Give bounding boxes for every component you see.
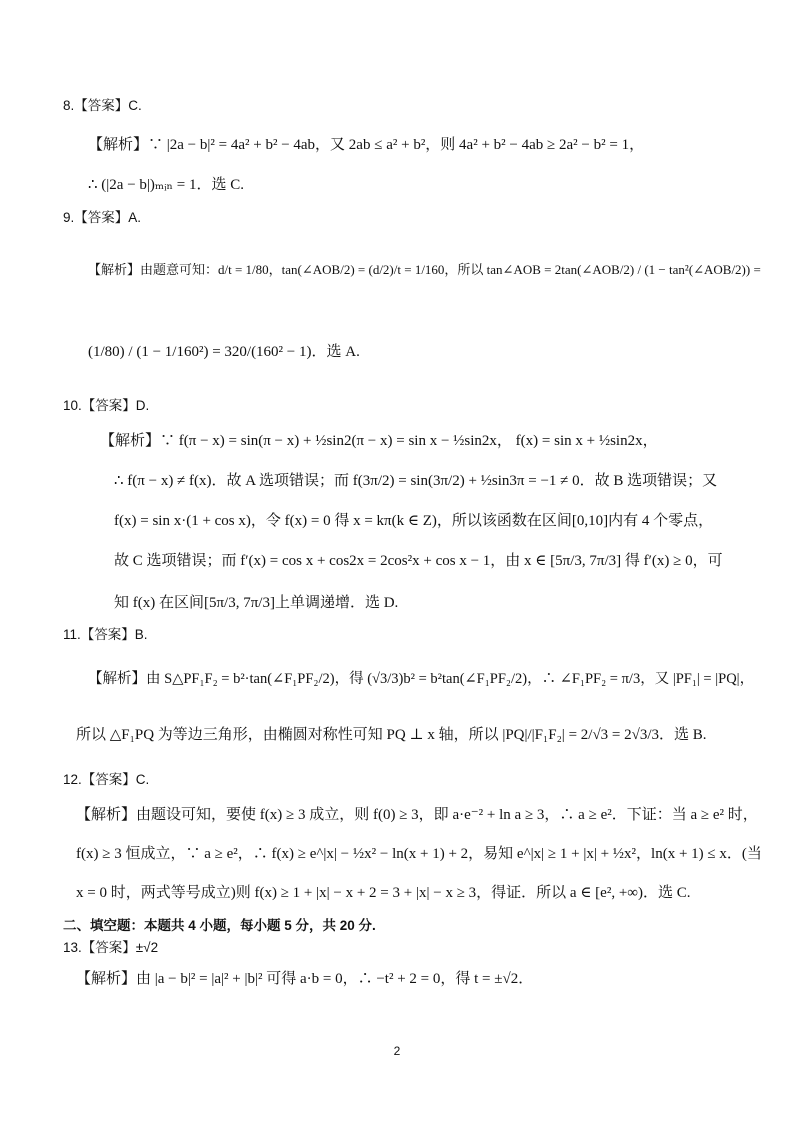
q10-solution-line-4: 故 C 选项错误；而 f′(x) = cos x + cos2x = 2cos²x + cos x − 1，由 x ∈ [5π/3, 7π/3] 得 f′(x) ≥ 0，可	[114, 553, 723, 569]
page-number: 2	[393, 1044, 401, 1058]
q10-answer: 10.【答案】D.	[63, 398, 150, 413]
q10-solution-line-3: f(x) = sin x·(1 + cos x)，令 f(x) = 0 得 x = kπ(k ∈ Z)，所以该函数在区间[0,10]内有 4 个零点，	[114, 513, 714, 529]
q12-solution-line-2: f(x) ≥ 3 恒成立，∵ a ≥ e²，∴ f(x) ≥ e^|x| − ½x² − ln(x + 1) + 2，易知 e^|x| ≥ 1 + |x| + ½x²，ln(x + 1) ≤ x．(当	[76, 846, 762, 862]
q12-answer: 12.【答案】C.	[63, 772, 150, 787]
q13-solution-line-1: 【解析】由 |a − b|² = |a|² + |b|² 可得 a·b = 0，∴ −t² + 2 = 0，得 t = ±√2．	[76, 971, 534, 987]
q10-solution-line-1: 【解析】∵ f(π − x) = sin(π − x) + ½sin2(π − x) = sin x − ½sin2x， f(x) = sin x + ½sin2x，	[100, 433, 658, 449]
q9-solution-line-1: 【解析】由题意可知：d/t = 1/80，tan(∠AOB/2) = (d/2)/t = 1/160，所以 tan∠AOB = 2tan(∠AOB/2) / (1 − tan²(∠AOB/2)) =	[88, 262, 761, 277]
q11-answer: 11.【答案】B.	[63, 627, 148, 642]
q8-solution-line-2: ∴ (|2a − b|)ₘᵢₙ = 1．选 C.	[88, 177, 245, 193]
section-heading: 二、填空题：本题共 4 小题，每小题 5 分，共 20 分.	[63, 918, 376, 933]
q11-solution-line-1: 【解析】由 S△PF₁F₂ = b²·tan(∠F₁PF₂/2)，得 (√3/3)b² = b²tan(∠F₁PF₂/2)，∴ ∠F₁PF₂ = π/3，又 |PF₁| = |PQ|，	[88, 671, 755, 687]
q9-solution-line-2: (1/80) / (1 − 1/160²) = 320/(160² − 1)．选 A.	[88, 344, 360, 360]
q10-solution-line-2: ∴ f(π − x) ≠ f(x)．故 A 选项错误；而 f(3π/2) = sin(3π/2) + ½sin3π = −1 ≠ 0．故 B 选项错误；又	[114, 473, 718, 489]
q13-answer: 13.【答案】±√2	[63, 940, 159, 955]
q10-solution-line-5: 知 f(x) 在区间[5π/3, 7π/3]上单调递增．选 D.	[114, 595, 399, 611]
q12-solution-line-3: x = 0 时，两式等号成立)则 f(x) ≥ 1 + |x| − x + 2 = 3 + |x| − x ≥ 3，得证．所以 a ∈ [e², +∞)．选 C.	[76, 885, 691, 901]
q8-answer: 8.【答案】C.	[63, 98, 142, 113]
q12-solution-line-1: 【解析】由题设可知，要使 f(x) ≥ 3 成立，则 f(0) ≥ 3，即 a·e⁻² + ln a ≥ 3，∴ a ≥ e²．下证：当 a ≥ e² 时，	[76, 807, 758, 823]
q11-solution-line-2: 所以 △F₁PQ 为等边三角形，由椭圆对称性可知 PQ ⊥ x 轴，所以 |PQ|/|F₁F₂| = 2/√3 = 2√3/3．选 B.	[76, 727, 707, 743]
q8-solution-line-1: 【解析】∵ |2a − b|² = 4a² + b² − 4ab，又 2ab ≤ a² + b²，则 4a² + b² − 4ab ≥ 2a² − b² = 1，	[88, 137, 645, 153]
q9-answer: 9.【答案】A.	[63, 210, 142, 225]
